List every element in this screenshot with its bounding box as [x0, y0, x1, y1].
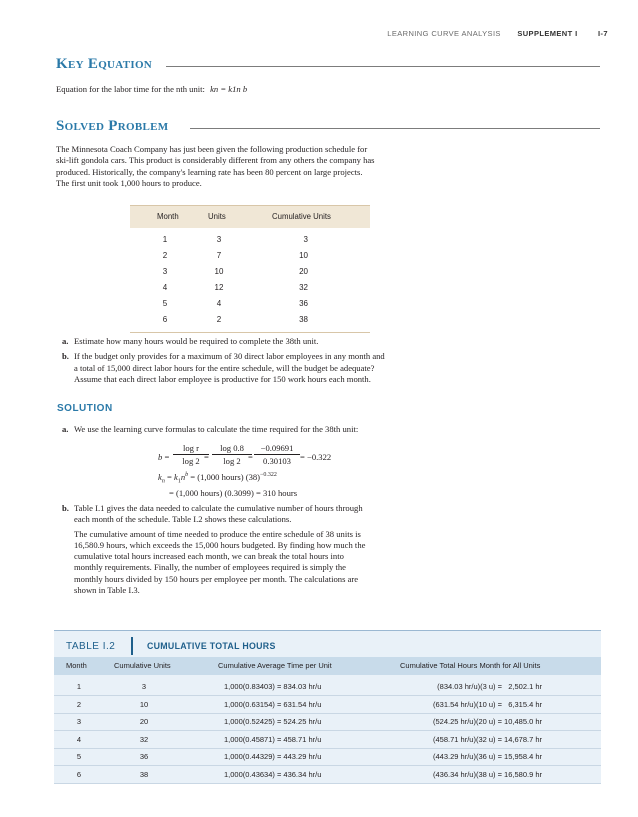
table-row	[130, 232, 370, 248]
eq-b-lhs: b =	[158, 452, 170, 462]
question-label: a.	[62, 336, 69, 346]
b-result: = −0.322	[300, 452, 332, 462]
month-cell: 2	[162, 251, 168, 260]
paragraph-line: produced. Historically, the company's learning rate has been 80 percent on large projects.	[56, 166, 363, 177]
table-row	[54, 696, 601, 714]
solution-heading: SOLUTION	[57, 403, 113, 414]
kn-result: = (1,000 hours) (0.3099) = 310 hours	[169, 488, 298, 498]
table-title-separator	[131, 637, 133, 655]
key-equation-label: Equation for the labor time for the nth unit:	[56, 84, 205, 94]
cumulative-units-cell: 36	[139, 752, 149, 762]
units-cell: 4	[216, 299, 222, 308]
month-cell: 6	[76, 769, 82, 779]
fraction	[254, 442, 300, 467]
cumulative-units-cell: 32	[139, 734, 149, 744]
total-hours-formula-cell: (443.29 hr/u)(36 u) =	[433, 752, 502, 762]
cumulative-units-cell: 3	[303, 235, 308, 244]
cumulative-units-cell: 20	[299, 267, 308, 276]
solution-b	[62, 503, 602, 596]
average-time-cell: 1,000(0.43634) = 436.34 hr/u	[224, 769, 322, 779]
equals-sign: =	[248, 452, 253, 462]
table-row	[54, 766, 601, 784]
column-header-units: Units	[208, 212, 226, 221]
month-cell: 1	[76, 682, 82, 691]
table-row	[130, 296, 370, 312]
fraction-denominator: log 2	[223, 456, 241, 466]
table-title: CUMULATIVE TOTAL HOURS	[147, 641, 276, 651]
column-header-month: Month	[157, 212, 179, 221]
solution-b-para-line: cumulative total hours increased each month, we can break the total hours into	[74, 551, 344, 562]
month-cell: 3	[76, 717, 82, 727]
key-equation-text	[56, 84, 247, 95]
month-cell: 6	[162, 315, 168, 324]
month-cell: 3	[162, 267, 168, 276]
units-cell: 12	[214, 283, 224, 292]
cumulative-units-cell: 20	[139, 717, 149, 727]
question-a	[62, 336, 602, 347]
paragraph-line: The Minnesota Coach Company has just been given the following production schedule for	[56, 144, 368, 154]
total-hours-formula-cell: (436.34 hr/u)(38 u) =	[433, 769, 502, 779]
month-cell: 5	[76, 752, 82, 762]
fraction-numerator: log 0.8	[212, 442, 252, 455]
total-hours-cell: 2,502.1 hr	[508, 682, 542, 691]
column-header-total-hours: Cumulative Total Hours Month for All Units	[400, 661, 541, 670]
problem-paragraph	[56, 144, 601, 189]
table-row	[130, 264, 370, 280]
total-hours-cell: 15,958.4 hr	[504, 752, 542, 762]
question-line: If the budget only provides for a maximum of 30 direct labor employees in any month and	[74, 351, 385, 362]
column-header-cumulative-units: Cumulative Units	[272, 212, 331, 221]
learning-curve-equations	[0, 442, 638, 502]
solution-b-para-line: monthly hours divided by 150 hours per employee per month. The calculations are	[74, 573, 359, 584]
solution-b-para-line: The cumulative amount of time needed to produce the entire schedule of 38 units is	[74, 528, 361, 539]
solution-a-label: a.	[62, 424, 69, 434]
heading-rule	[190, 128, 600, 129]
solution-b-label: b.	[62, 503, 69, 513]
table-row	[130, 248, 370, 264]
column-header-month: Month	[66, 661, 87, 670]
cumulative-units-cell: 10	[139, 699, 149, 709]
month-cell: 1	[162, 235, 168, 244]
column-header-cumulative-units: Cumulative Units	[114, 661, 171, 670]
key-equation-formula: kn = k1n b	[210, 84, 248, 94]
table-row	[130, 280, 370, 296]
total-hours-formula-cell: (458.71 hr/u)(32 u) =	[433, 734, 502, 744]
solution-a	[62, 424, 602, 435]
schedule-table-header	[130, 206, 370, 228]
solution-a-text: We use the learning curve formulas to calculate the time required for the 38th unit:	[74, 424, 359, 434]
average-time-cell: 1,000(0.44329) = 443.29 hr/u	[224, 752, 322, 762]
fraction-denominator: log 2	[182, 456, 200, 466]
month-cell: 5	[162, 299, 168, 308]
cumulative-units-cell: 36	[299, 299, 308, 308]
units-cell: 2	[216, 315, 222, 324]
units-cell: 3	[216, 235, 222, 244]
question-line: Assume that each direct labor employee is productive for 150 work hours each month.	[74, 373, 371, 384]
schedule-table	[130, 205, 370, 333]
month-cell: 2	[76, 699, 82, 709]
equals-sign: =	[204, 452, 209, 462]
fraction-numerator: −0.09691	[254, 442, 300, 455]
cumulative-units-cell: 38	[139, 769, 149, 779]
total-hours-cell: 14,678.7 hr	[504, 734, 542, 744]
average-time-cell: 1,000(0.83403) = 834.03 hr/u	[224, 682, 322, 691]
column-header-average-time: Cumulative Average Time per Unit	[218, 661, 332, 670]
question-line: a total of 15,000 direct labor hours for the entire schedule, will the budget be adequate?	[74, 362, 375, 373]
fraction-numerator: log r	[173, 442, 209, 455]
solution-b-para-line: 16,580.9 hours, which exceeds the 15,000 hours budgeted. By finding how much the	[74, 539, 366, 550]
total-hours-formula-cell: (524.25 hr/u)(20 u) =	[433, 717, 502, 727]
paragraph-line: The first unit took 1,000 hours to produce.	[56, 177, 202, 188]
month-cell: 4	[162, 283, 168, 292]
total-hours-cell: 16,580.9 hr	[504, 769, 542, 779]
running-head-title: LEARNING CURVE ANALYSIS	[387, 29, 501, 38]
cumulative-units-cell: 10	[299, 251, 308, 260]
running-head	[387, 29, 608, 38]
table-row	[54, 713, 601, 731]
cumulative-units-cell: 3	[141, 682, 147, 691]
average-time-cell: 1,000(0.52425) = 524.25 hr/u	[224, 717, 322, 727]
total-hours-formula-cell: (834.03 hr/u)(3 u) =	[437, 682, 502, 691]
units-cell: 7	[216, 251, 222, 260]
total-hours-cell: 6,315.4 hr	[508, 699, 542, 709]
table-row	[54, 731, 601, 749]
cumulative-units-cell: 32	[299, 283, 308, 292]
table-row	[130, 312, 370, 328]
table-header-row	[54, 657, 601, 675]
table-row	[54, 678, 601, 696]
solution-b-para-line: shown in Table I.3.	[74, 585, 140, 596]
average-time-cell: 1,000(0.63154) = 631.54 hr/u	[224, 699, 322, 709]
key-equation-heading: Key Equation	[56, 56, 153, 72]
table-i2	[54, 630, 601, 783]
question-label: b.	[62, 351, 69, 362]
solution-b-line: Table I.1 gives the data needed to calculate the cumulative number of hours through	[74, 503, 363, 513]
page-number: I-7	[598, 29, 608, 38]
table-row	[54, 748, 601, 766]
solved-problem-heading: Solved Problem	[56, 118, 169, 134]
solution-b-para-line: monthly requirements. Finally, the number of employees required is simply the	[74, 562, 346, 573]
table-label: TABLE I.2	[66, 641, 116, 652]
table-body	[54, 678, 601, 784]
kn-equation: $k_n = k_1n^b = (1,000$ hours) $(38)^{-0.322}$	[158, 472, 277, 485]
solution-b-line: each month of the schedule. Table I.2 shows these calculations.	[74, 514, 292, 525]
question-line: Estimate how many hours would be required to complete the 38th unit.	[74, 336, 319, 346]
fraction-denominator: 0.30103	[263, 456, 291, 466]
question-b	[62, 351, 602, 385]
total-hours-formula-cell: (631.54 hr/u)(10 u) =	[433, 699, 502, 709]
heading-rule	[166, 66, 600, 67]
paragraph-line: ski-lift gondola cars. This product is considerably different from any others the company has	[56, 155, 375, 166]
average-time-cell: 1,000(0.45871) = 458.71 hr/u	[224, 734, 322, 744]
fraction	[212, 442, 252, 467]
total-hours-cell: 10,485.0 hr	[504, 717, 542, 727]
cumulative-units-cell: 38	[299, 315, 308, 324]
questions-list	[62, 336, 602, 385]
month-cell: 4	[76, 734, 82, 744]
running-head-supplement: SUPPLEMENT I	[517, 29, 578, 38]
units-cell: 10	[214, 267, 224, 276]
